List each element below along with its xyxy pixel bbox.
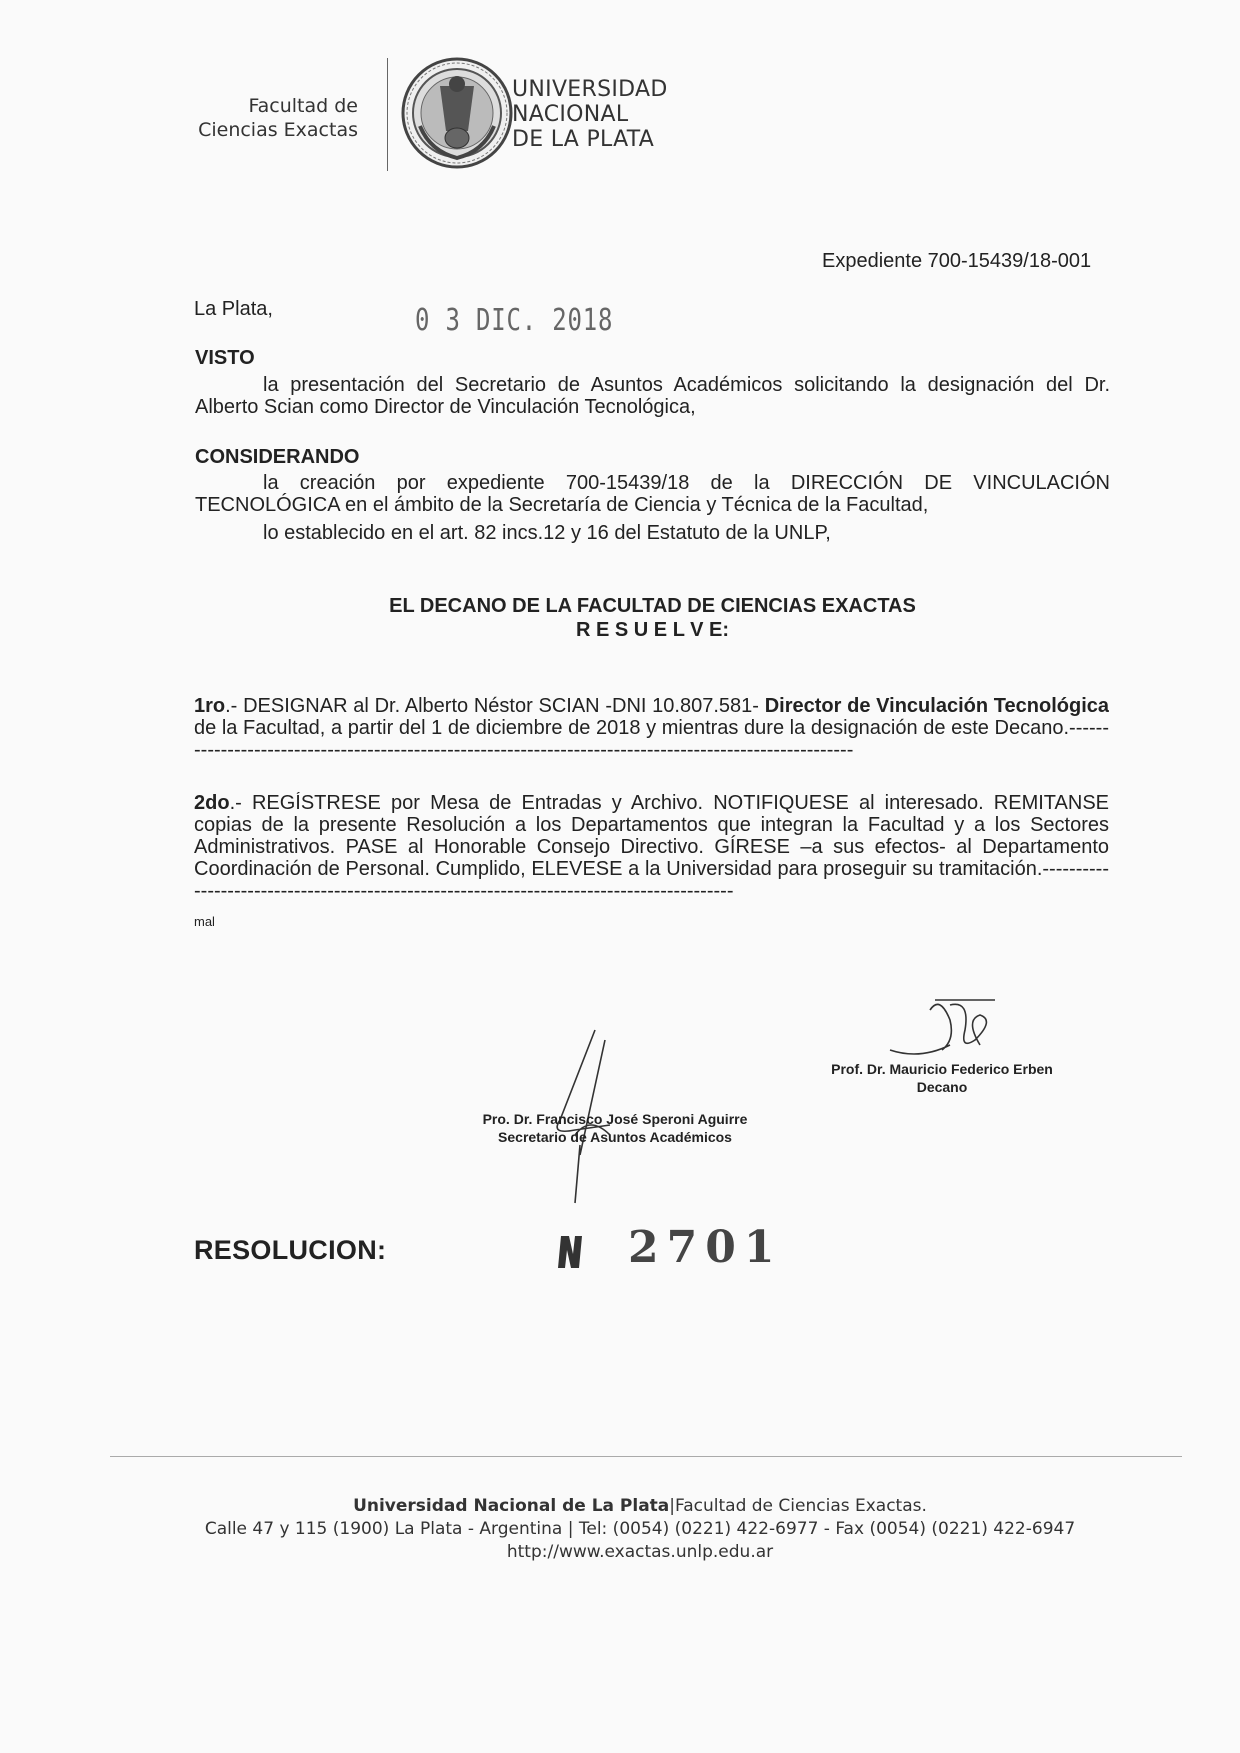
signatory-right (812, 1060, 1072, 1096)
article-1-bold: Director de Vinculación Tecnológica (764, 695, 1109, 717)
article-2-text: .- REGÍSTRESE por Mesa de Entradas y Archivo. NOTIFIQUESE al interesado. REMITANSE copias de la presente Resolución a los Departamentos que integran la Facultad y a los Sectores Administrativos. PASE al Honorable Consejo Directivo. GÍRESE –a sus efectos- al Departamento Coordinación de Personal. Cumplido, ELEVESE a la Universidad para proseguir su tramitación.------------------------------------------------------------------------------------------- (194, 792, 1109, 902)
date-stamp: 0 3 DIC. 2018 (415, 303, 614, 338)
footer-faculty: |Facultad de Ciencias Exactas. (669, 1496, 927, 1516)
faculty-line-2: Ciencias Exactas (198, 119, 358, 141)
university-seal-icon (400, 56, 515, 171)
faculty-name (150, 94, 358, 142)
resuelve-line: R E S U E L V E: (576, 619, 729, 641)
visto-heading: VISTO (195, 347, 255, 369)
considerando-text-2: lo establecido en el art. 82 incs.12 y 16 del Estatuto de la UNLP, (263, 522, 831, 544)
typist-initials: mal (194, 914, 215, 929)
header-divider (387, 58, 388, 171)
footer-line-2: Calle 47 y 115 (1900) La Plata - Argentina | Tel: (0054) (0221) 422-6977 - Fax (0054) (0221) 422-6947 (204, 1519, 1076, 1539)
number-sign-icon (555, 1232, 585, 1272)
signatory-left-role: Secretario de Asuntos Académicos (498, 1129, 732, 1145)
footer-website-link[interactable]: http://www.exactas.unlp.edu.ar (506, 1542, 774, 1562)
resolucion-number: 2701 (628, 1222, 783, 1273)
university-line-2: NACIONAL (512, 102, 629, 127)
decano-line: EL DECANO DE LA FACULTAD DE CIENCIAS EXACTAS (389, 595, 916, 617)
faculty-line-1: Facultad de (248, 95, 358, 117)
footer-divider (110, 1456, 1182, 1457)
expediente-number: Expediente 700-15439/18-001 (822, 250, 1092, 272)
signatory-right-name: Prof. Dr. Mauricio Federico Erben (831, 1061, 1053, 1077)
footer-university: Universidad Nacional de La Plata (353, 1496, 670, 1516)
resolucion-label: RESOLUCION: (194, 1235, 387, 1265)
article-2 (194, 792, 1109, 906)
footer-line-1 (120, 1495, 1160, 1517)
article-1-text-b: de la Facultad, a partir del 1 de diciembre de 2018 y mientras dure la designación de este Decano.--------------------------------------------------------------------------------------------------------- (194, 717, 1109, 761)
considerando-heading: CONSIDERANDO (195, 446, 360, 468)
university-line-3: DE LA PLATA (512, 127, 655, 152)
article-2-number: 2do (194, 792, 230, 814)
university-line-1: UNIVERSIDAD (512, 77, 668, 102)
considerando-text-1: la creación por expediente 700-15439/18 de la DIRECCIÓN DE VINCULACIÓN TECNOLÓGICA en el ámbito de la Secretaría de Ciencia y Técnica de la Facultad, (195, 472, 1110, 516)
article-1-text-a: .- DESIGNAR al Dr. Alberto Néstor SCIAN -DNI 10.807.581- (225, 695, 765, 717)
signatory-right-role: Decano (916, 1079, 968, 1095)
university-name (512, 77, 668, 152)
visto-text: la presentación del Secretario de Asuntos Académicos solicitando la designación del Dr. Alberto Scian como Director de Vinculación Tecnológica, (195, 374, 1110, 418)
signatory-left (465, 1110, 765, 1146)
place-label: La Plata, (194, 298, 273, 320)
article-1 (194, 695, 1109, 763)
article-1-number: 1ro (194, 695, 226, 717)
signatory-left-name: Pro. Dr. Francisco José Speroni Aguirre (482, 1111, 748, 1127)
